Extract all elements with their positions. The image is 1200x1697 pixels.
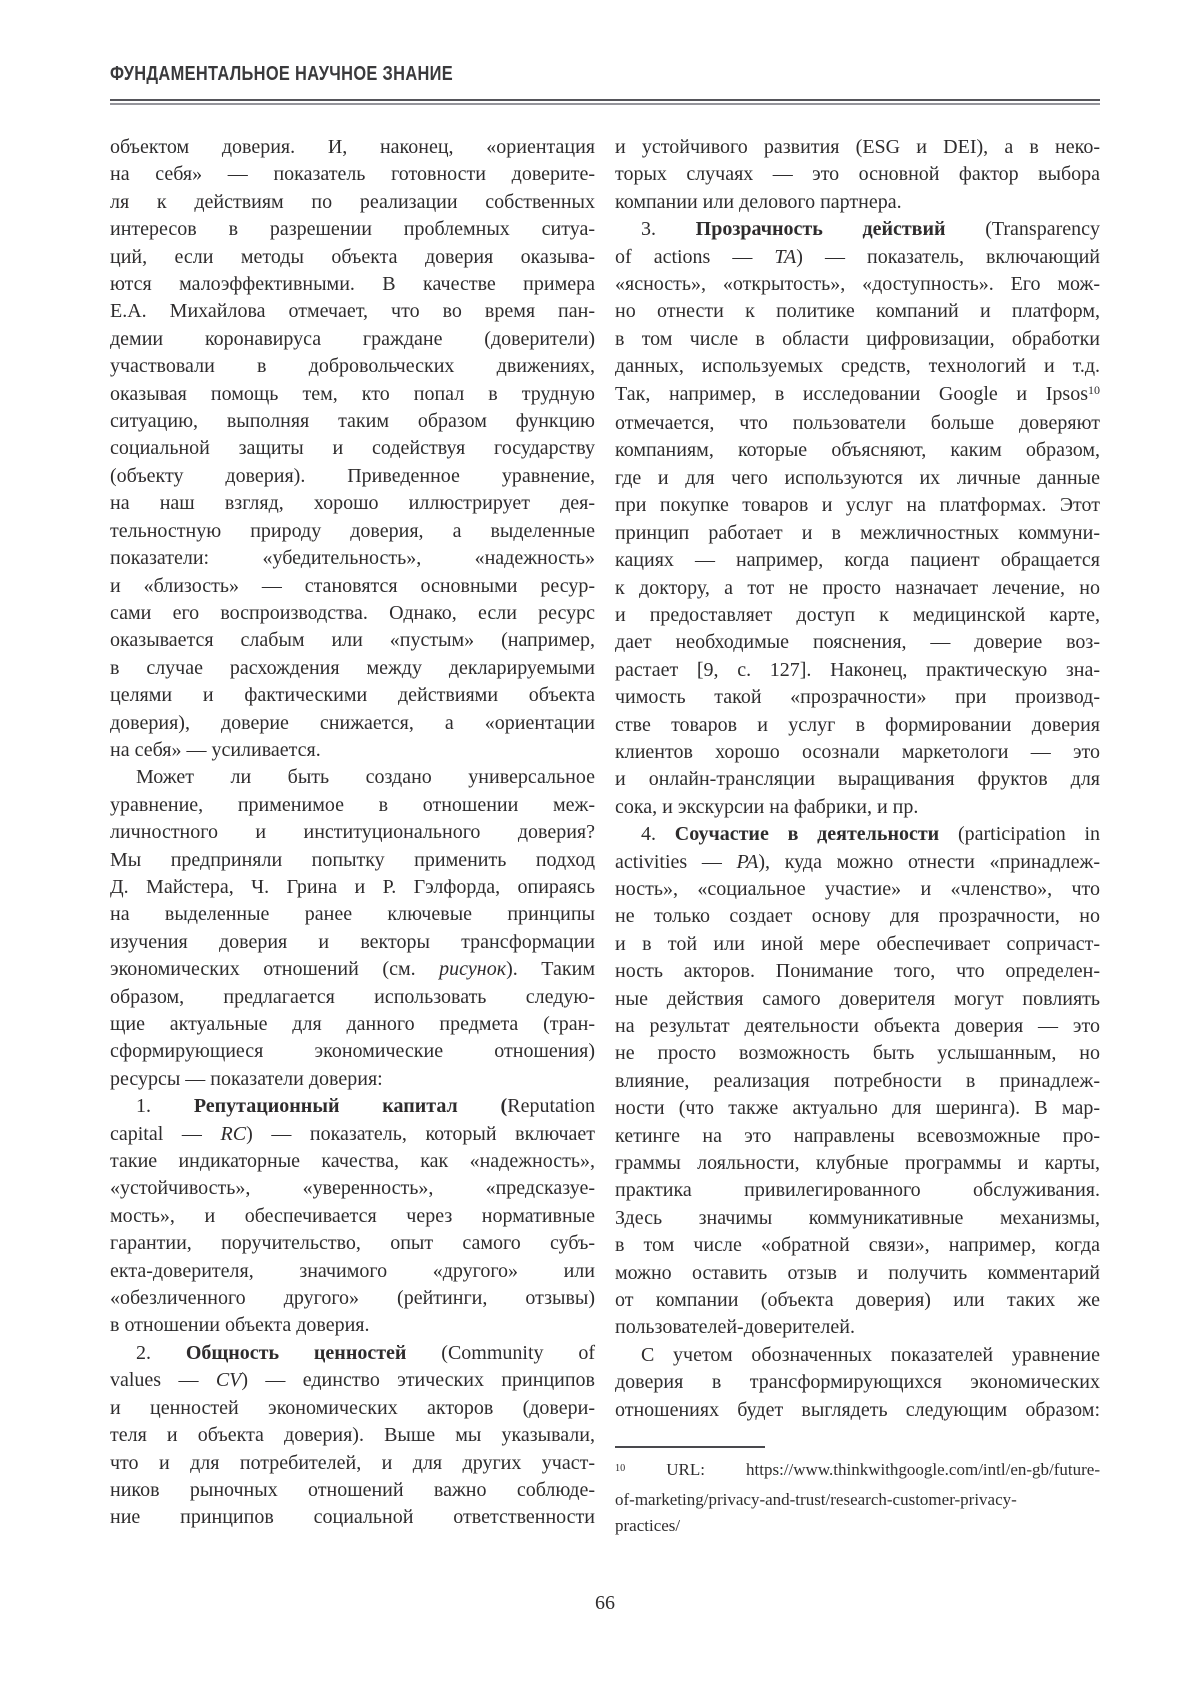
text-line: при покупке товаров и услуг на платформах. Этот — [615, 494, 1100, 517]
text-line: щие актуальные для данного предмета (тран- — [110, 1013, 595, 1035]
text-line: 1. Репутационный капитал (Reputation — [136, 1095, 595, 1118]
text-line: чимость такой «прозрачности» при производ- — [615, 686, 1100, 709]
text-line: дает необходимые пояснения, — доверие воз- — [615, 631, 1100, 654]
text-line: ситуацию, выполняя таким образом функцию — [110, 410, 595, 433]
text-line: of-marketing/privacy-and-trust/research-customer-privacy- — [615, 1489, 1017, 1509]
text-line: торых случаях — это основной фактор выбора — [615, 163, 1100, 186]
text-line: на себя» — усиливается. — [110, 738, 321, 761]
text-line: Е.А. Михайлова отмечает, что во время пан- — [110, 300, 595, 323]
text-line: сформирующиеся экономические отношения) — [110, 1040, 595, 1063]
text-line: values — CV) — единство этических принципов — [110, 1369, 596, 1392]
text-line: компании или делового партнера. — [615, 190, 902, 213]
text-line: доверия), доверие снижается, а «ориентации — [110, 711, 595, 734]
text-line: ние принципов социальной ответственности — [110, 1506, 595, 1529]
text-line: и онлайн-трансляции выращивания фруктов для — [615, 768, 1100, 791]
text-line: в том числе в области цифровизации, обработки — [615, 327, 1100, 350]
text-line: ресурсы — показатели доверия: — [110, 1067, 383, 1090]
text-line: Так, например, в исследовании Google и Ipsos$^{10}$ — [615, 382, 1100, 405]
text-line: целями и фактическими действиями объекта — [110, 684, 595, 707]
text-line: участвовали в добровольческих движениях, — [110, 355, 595, 378]
text-line: отмечается, что пользователи больше доверяют — [615, 412, 1100, 435]
page-number: 66 — [595, 1592, 615, 1614]
text-line: и устойчивого развития (ESG и DEI), а в неко- — [615, 136, 1100, 158]
paragraph — [615, 134, 1100, 216]
text-line: объектом доверия. И, наконец, «ориентация — [110, 136, 595, 158]
text-line: растает [9, с. 127]. Наконец, практическую зна- — [615, 658, 1100, 681]
text-line: интересов в разрешении проблемных ситуа- — [110, 218, 595, 241]
text-line: практика привилегированного обслуживания. — [615, 1179, 1100, 1202]
text-line: социальной защиты и содействуя государству — [110, 437, 595, 460]
text-line: кетинге на это направлены всевозможные про- — [615, 1124, 1100, 1147]
footnote-lines — [615, 1457, 1100, 1540]
paragraph — [615, 1342, 1100, 1424]
text-line: стве товаров и услуг в формировании доверия — [615, 713, 1100, 736]
column-left — [110, 134, 595, 1540]
text-line: сока, и экскурсии на фабрики, и пр. — [615, 795, 919, 818]
text-line: 4. Соучастие в деятельности (participation in — [641, 823, 1101, 846]
paragraph — [615, 821, 1100, 1342]
text-line: мость», и обеспечивается через нормативные — [110, 1204, 595, 1227]
text-line: екта-доверителя, значимого «другого» или — [110, 1259, 595, 1282]
text-line: оказывая помощь тем, кто попал в трудную — [110, 382, 595, 405]
text-line: Д. Майстера, Ч. Грина и Р. Гэлфорда, опираясь — [110, 875, 595, 898]
text-line: С учетом обозначенных показателей уравнение — [641, 1343, 1100, 1366]
text-line: «обезличенного другого» (рейтинги, отзывы) — [110, 1287, 595, 1310]
footnote-rule — [615, 1446, 765, 1448]
text-line: принцип работает и в межличностных коммуни- — [615, 521, 1100, 544]
text-line: граммы лояльности, клубные программы и карты, — [615, 1152, 1100, 1175]
text-line: на результат деятельности объекта доверия — это — [615, 1015, 1100, 1037]
text-line: 3. Прозрачность действий (Transparency — [641, 218, 1100, 241]
text-line: кациях — например, когда пациент обращается — [615, 549, 1100, 572]
text-line: capital — RC) — показатель, который включает — [110, 1122, 595, 1145]
text-line: в том числе «обратной связи», например, когда — [615, 1234, 1100, 1257]
text-line: «устойчивость», «уверенность», «предсказуе- — [110, 1177, 595, 1200]
header-rule — [110, 99, 1100, 105]
text-line: Мы предприняли попытку применить подход — [110, 848, 595, 871]
paragraph — [110, 764, 595, 1093]
text-line: ются малоэффективными. В качестве примера — [110, 273, 595, 296]
text-line: и предоставляет доступ к медицинской карте, — [615, 603, 1100, 626]
text-line: на наш взгляд, хорошо иллюстрирует дея- — [110, 492, 595, 515]
text-line: компаниям, которые объясняют, каким образом, — [615, 439, 1100, 462]
running-head-title: ФУНДАМЕНТАЛЬНОЕ НАУЧНОЕ ЗНАНИЕ — [110, 63, 454, 85]
text-line: на выделенные ранее ключевые принципы — [110, 903, 595, 926]
text-line: в случае расхождения между декларируемыми — [110, 656, 595, 679]
text-line: ций, если методы объекта доверия оказыва- — [110, 245, 595, 268]
column-right-paragraphs — [615, 134, 1100, 1424]
text-line: такие индикаторные качества, как «надежность», — [110, 1150, 595, 1173]
text-line: показатели: «убедительность», «надежность» — [110, 547, 595, 570]
text-line: ные действия самого доверителя могут повлиять — [615, 987, 1100, 1010]
text-line: Здесь значимы коммуникативные механизмы, — [615, 1206, 1100, 1229]
paragraph — [110, 134, 595, 764]
column-left-paragraphs — [110, 134, 595, 1532]
paragraph — [110, 1340, 595, 1532]
text-line: где и для чего используются их личные данные — [615, 466, 1100, 489]
text-line: отношениях будет выглядеть следующим образом: — [615, 1398, 1100, 1421]
text-line: $^{10}$ URL: https://www.thinkwithgoogle.com/intl/en-gb/future- — [615, 1460, 1100, 1480]
text-line: (объекту доверия). Приведенное уравнение, — [110, 464, 595, 487]
text-line: на себя» — показатель готовности доверите- — [110, 163, 595, 186]
text-line: не просто возможность быть услышанным, но — [615, 1042, 1100, 1065]
text-line: сами его воспроизводства. Однако, если ресурс — [110, 601, 595, 624]
text-line: ников рыночных отношений важно соблюде- — [110, 1478, 595, 1501]
text-columns — [110, 134, 1100, 1540]
text-line: ности (что также актуально для шеринга). В мар- — [615, 1097, 1100, 1120]
text-line: личностного и институционального доверия? — [110, 821, 595, 844]
paragraph — [615, 216, 1100, 821]
text-line: не только создает основу для прозрачности, но — [615, 905, 1100, 928]
text-line: ля к действиям по реализации собственных — [110, 190, 595, 213]
text-line: но отнести к политике компаний и платформ, — [615, 300, 1100, 323]
text-line: гарантии, поручительство, опыт самого субъ- — [110, 1232, 595, 1255]
text-line: клиентов хорошо осознали маркетологи — это — [615, 740, 1100, 763]
paragraph — [110, 1093, 595, 1340]
text-line: экономических отношений (см. рисунок). Таким — [110, 958, 595, 981]
text-line: в отношении объекта доверия. — [110, 1314, 370, 1337]
text-line: 2. Общность ценностей (Community of — [136, 1341, 595, 1364]
text-line: и «близость» — становятся основными ресур- — [110, 574, 595, 597]
text-line: что и для потребителей, и для других участ- — [110, 1451, 595, 1474]
text-line: можно оставить отзыв и получить комментарий — [615, 1261, 1100, 1284]
text-line: к доктору, а тот не просто назначает лечение, но — [615, 576, 1100, 599]
text-line: «ясность», «открытость», «доступность». Его мож- — [615, 273, 1100, 296]
text-line: данных, используемых средств, технологий и т.д. — [615, 355, 1100, 378]
text-line: демии коронавируса граждане (доверители) — [110, 327, 595, 350]
text-line: of actions — TA) — показатель, включающий — [615, 245, 1100, 268]
text-line: и ценностей экономических акторов (довери- — [110, 1396, 595, 1419]
text-line: влияние, реализация потребности в принадлеж- — [615, 1069, 1100, 1092]
text-line: activities — PA), куда можно отнести «принадлеж- — [615, 850, 1100, 873]
text-line: изучения доверия и векторы трансформации — [110, 930, 595, 953]
text-line: от компании (объекта доверия) или таких же — [615, 1289, 1100, 1312]
text-line: Может ли быть создано универсальное — [136, 766, 595, 789]
text-line: и в той или иной мере обеспечивает сопричаст- — [615, 932, 1100, 955]
text-line: пользователей-доверителей. — [615, 1316, 855, 1339]
text-line: теля и объекта доверия). Выше мы указывали, — [110, 1424, 595, 1447]
text-line: оказывается слабым или «пустым» (например, — [110, 629, 595, 652]
text-line: practices/ — [615, 1516, 681, 1536]
text-line: ность акторов. Понимание того, что определен- — [615, 960, 1100, 983]
text-line: доверия в трансформирующихся экономических — [615, 1371, 1100, 1394]
text-line: уравнение, применимое в отношении меж- — [110, 793, 595, 816]
text-line: тельностную природу доверия, а выделенные — [110, 519, 595, 542]
text-line: ность», «социальное участие» и «членство», что — [615, 877, 1100, 900]
column-right — [615, 134, 1100, 1540]
footnote — [615, 1446, 1100, 1540]
text-line: образом, предлагается использовать следую- — [110, 985, 595, 1008]
